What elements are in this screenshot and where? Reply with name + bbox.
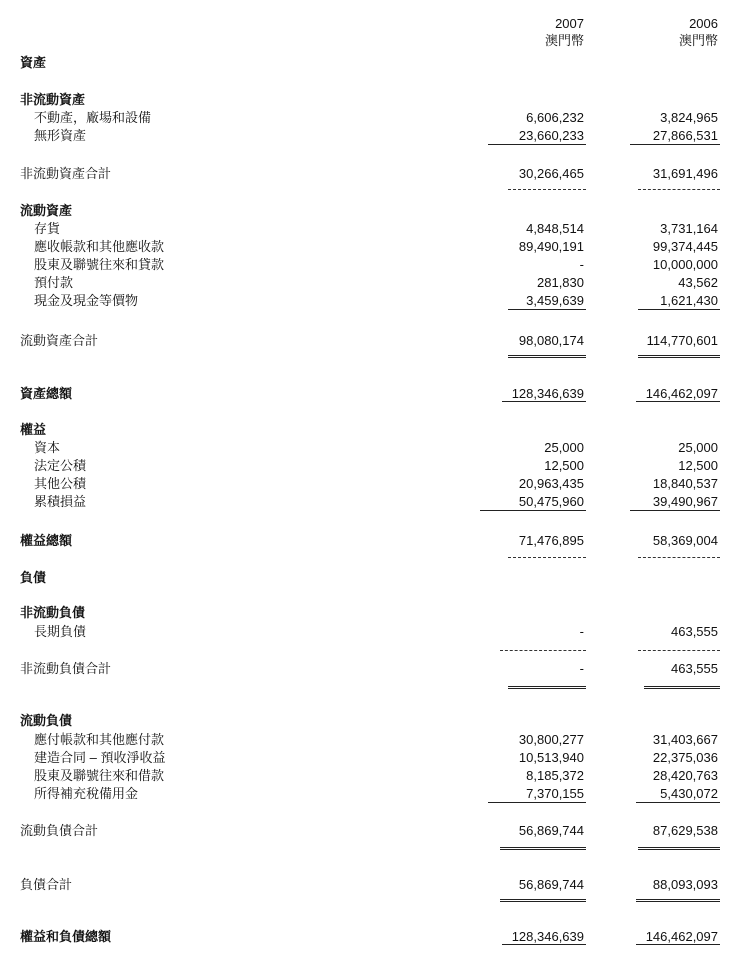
current-liabilities-total-2007: 56,869,744 <box>518 823 584 838</box>
dbl-current-liabilities-2006 <box>638 847 720 850</box>
noncurrent-liabilities-title: 非流動負債 <box>20 605 86 620</box>
total-equity-liabilities-2007: 128,346,639 <box>511 929 584 944</box>
dash-equity-2006 <box>638 557 720 558</box>
noncurrent-assets-total-2007: 30,266,465 <box>518 166 584 181</box>
payables-2006: 31,403,667 <box>652 732 718 747</box>
rule-noncurrent-assets-2006 <box>630 144 720 145</box>
year-2006-header: 2006 <box>689 16 718 31</box>
legal-reserve-label: 法定公積 <box>34 458 87 473</box>
current-liabilities-total-label: 流動負債合計 <box>20 823 99 838</box>
tax-provision-label: 所得補充稅備用金 <box>34 786 139 801</box>
other-reserve-2007: 20,963,435 <box>518 476 584 491</box>
dash-noncurrent-assets-2007 <box>508 189 586 190</box>
prepayments-2007: 281,830 <box>537 275 584 290</box>
long-term-debt-2007: - <box>579 624 584 639</box>
rule-final-2006 <box>636 944 720 945</box>
current-assets-total-2007: 98,080,174 <box>518 333 584 348</box>
noncurrent-assets-total-2006: 31,691,496 <box>652 166 718 181</box>
current-assets-total-label: 流動資產合計 <box>20 333 99 348</box>
intangible-2007: 23,660,233 <box>518 128 584 143</box>
current-liabilities-total-2006: 87,629,538 <box>652 823 718 838</box>
retained-earnings-2007: 50,475,960 <box>518 494 584 509</box>
noncurrent-assets-title: 非流動資產 <box>20 92 86 107</box>
dash-noncurrent-assets-2006 <box>638 189 720 190</box>
current-assets-title: 流動資產 <box>20 203 73 218</box>
currency-2006-header: 澳門幣 <box>678 33 718 48</box>
rule-equity-2007 <box>480 510 586 511</box>
capital-label: 資本 <box>34 440 61 455</box>
shareholder-loans-2007: - <box>579 257 584 272</box>
receivables-label: 應收帳款和其他應收款 <box>34 239 165 254</box>
dbl-current-assets-2006 <box>638 355 720 358</box>
current-assets-total-2006: 114,770,601 <box>646 333 718 348</box>
rule-total-assets-2006 <box>636 401 720 402</box>
construction-contract-2007: 10,513,940 <box>518 750 584 765</box>
rule-total-assets-2007 <box>502 401 586 402</box>
total-equity-liabilities-2006: 146,462,097 <box>645 929 718 944</box>
retained-earnings-2006: 39,490,967 <box>652 494 718 509</box>
rule-final-2007 <box>502 944 586 945</box>
assets-title: 資產 <box>20 55 47 70</box>
rule-current-assets-2006 <box>638 309 720 310</box>
receivables-2006: 99,374,445 <box>652 239 718 254</box>
rule-noncurrent-assets-2007 <box>488 144 586 145</box>
shareholder-loans-2006: 10,000,000 <box>652 257 718 272</box>
noncurrent-liabilities-total-2007: - <box>579 661 584 676</box>
cash-2007: 3,459,639 <box>526 293 584 308</box>
cash-label: 現金及現金等價物 <box>34 293 139 308</box>
other-reserve-label: 其他公積 <box>34 476 87 491</box>
rule-current-liabilities-2006 <box>636 802 720 803</box>
total-assets-label: 資產總額 <box>20 386 73 401</box>
dash-long-term-2006 <box>638 650 720 651</box>
liabilities-title: 負債 <box>20 570 47 585</box>
currency-2007-header: 澳門幣 <box>544 33 584 48</box>
shareholder-borrowings-2006: 28,420,763 <box>652 768 718 783</box>
receivables-2007: 89,490,191 <box>518 239 584 254</box>
inventory-label: 存貨 <box>34 221 61 236</box>
dbl-noncurrent-liabilities-2007 <box>508 686 586 689</box>
inventory-2006: 3,731,164 <box>660 221 718 236</box>
dbl-current-liabilities-2007 <box>500 847 586 850</box>
current-liabilities-title: 流動負債 <box>20 713 73 728</box>
prepayments-2006: 43,562 <box>678 275 718 290</box>
shareholder-loans-label: 股東及聯號往來和貸款 <box>34 257 165 272</box>
dbl-current-assets-2007 <box>508 355 586 358</box>
noncurrent-assets-total-label: 非流動資產合計 <box>20 166 112 181</box>
prepayments-label: 預付款 <box>34 275 74 290</box>
total-equity-label: 權益總額 <box>20 533 73 548</box>
other-reserve-2006: 18,840,537 <box>652 476 718 491</box>
dash-equity-2007 <box>508 557 586 558</box>
payables-label: 應付帳款和其他應付款 <box>34 732 165 747</box>
long-term-debt-label: 長期負債 <box>34 624 87 639</box>
total-liabilities-2007: 56,869,744 <box>518 877 584 892</box>
year-2007-header: 2007 <box>555 16 584 31</box>
total-assets-2007: 128,346,639 <box>511 386 584 401</box>
tax-provision-2007: 7,370,155 <box>526 786 584 801</box>
construction-contract-label: 建造合同 – 預收淨收益 <box>34 750 166 765</box>
inventory-2007: 4,848,514 <box>526 221 584 236</box>
ppe-2007: 6,606,232 <box>526 110 584 125</box>
capital-2007: 25,000 <box>544 440 584 455</box>
total-equity-liabilities-label: 權益和負債總額 <box>20 929 112 944</box>
dash-long-term-2007 <box>500 650 586 651</box>
total-equity-2007: 71,476,895 <box>518 533 584 548</box>
total-liabilities-label: 負債合計 <box>20 877 73 892</box>
intangible-2006: 27,866,531 <box>652 128 718 143</box>
total-liabilities-2006: 88,093,093 <box>652 877 718 892</box>
dbl-total-liabilities-2006 <box>636 899 720 902</box>
ppe-2006: 3,824,965 <box>660 110 718 125</box>
payables-2007: 30,800,277 <box>518 732 584 747</box>
legal-reserve-2006: 12,500 <box>678 458 718 473</box>
construction-contract-2006: 22,375,036 <box>652 750 718 765</box>
cash-2006: 1,621,430 <box>660 293 718 308</box>
intangible-label: 無形資產 <box>34 128 87 143</box>
capital-2006: 25,000 <box>678 440 718 455</box>
dbl-total-liabilities-2007 <box>500 899 586 902</box>
ppe-label: 不動產，廠場和設備 <box>34 110 152 125</box>
noncurrent-liabilities-total-label: 非流動負債合計 <box>20 661 112 676</box>
rule-current-assets-2007 <box>508 309 586 310</box>
long-term-debt-2006: 463,555 <box>671 624 718 639</box>
rule-current-liabilities-2007 <box>488 802 586 803</box>
rule-equity-2006 <box>630 510 720 511</box>
dbl-noncurrent-liabilities-2006 <box>644 686 720 689</box>
legal-reserve-2007: 12,500 <box>544 458 584 473</box>
tax-provision-2006: 5,430,072 <box>660 786 718 801</box>
equity-title: 權益 <box>20 422 47 437</box>
retained-earnings-label: 累積損益 <box>34 494 87 509</box>
shareholder-borrowings-2007: 8,185,372 <box>526 768 584 783</box>
total-equity-2006: 58,369,004 <box>652 533 718 548</box>
shareholder-borrowings-label: 股東及聯號往來和借款 <box>34 768 165 783</box>
noncurrent-liabilities-total-2006: 463,555 <box>671 661 718 676</box>
total-assets-2006: 146,462,097 <box>645 386 718 401</box>
